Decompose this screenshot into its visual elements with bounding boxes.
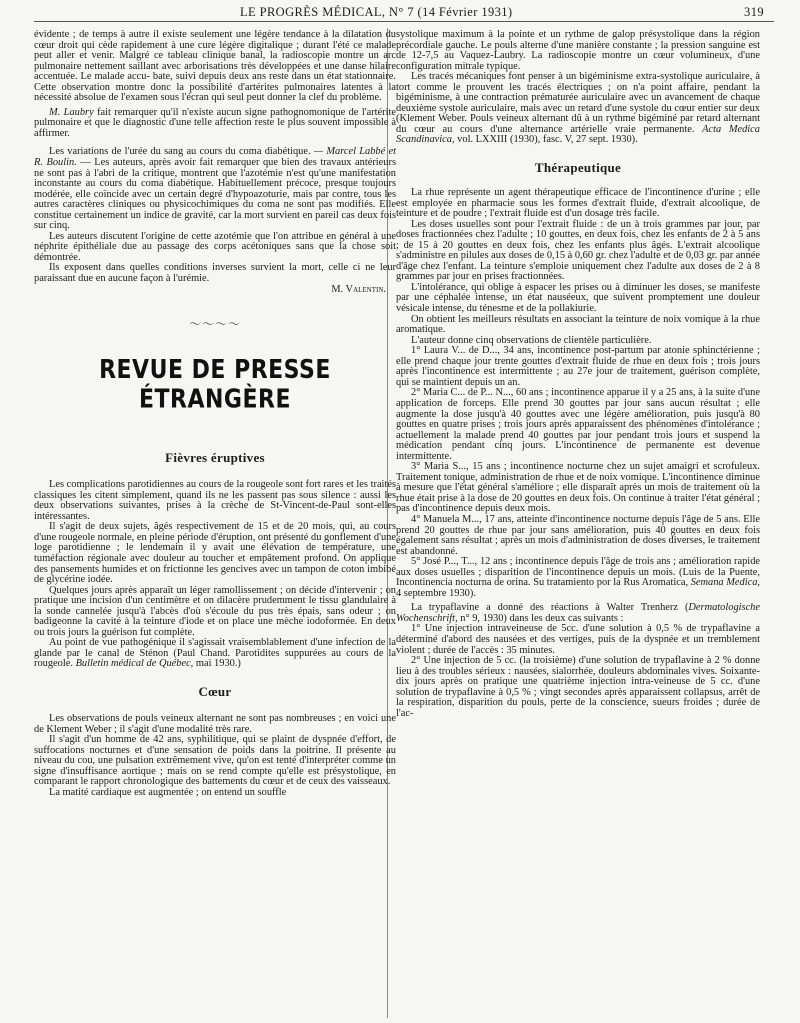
- subsection-heading: Thérapeutique: [534, 160, 622, 176]
- paragraph: L'intolérance, qui oblige à espacer les prises ou à diminuer les doses, se manifeste par une céphalée intense, un état nauséeux, que suivent promptement une douleur vésicale intense, du ténesme et de la pollakiurie.: [396, 281, 760, 315]
- paragraph: Il s'agit d'un homme de 42 ans, syphilitique, qui se plaint de dyspnée d'effort, de suffocations nocturnes et d'une sensation de poids dans la poitrine. Il présente au niveau du cou, une pulsation extrêmement vive, qu'on est tenté d'interpréter comme un signe d'insuffisance aortique ; mais on se rend compte qu'elle est présystolique, en comparant le rapport chronologique des battements du cœur et de ceux des vaisseaux.: [34, 734, 396, 788]
- page-number: 319: [744, 5, 764, 19]
- source-citation: Acta Medica Scandinavica,: [396, 123, 760, 146]
- source-citation: Semana Medica,: [690, 577, 761, 589]
- article-authors: — Marcel Labbé et R. Boulin.: [34, 146, 396, 169]
- paragraph: évidente ; de temps à autre il existe seulement une légère tendance à la dilatation du cœur droit qui cède rapidement à une cure légère digitalique ; durant l'été ce malade peut aller et venir. Malgré ce tableau clinique banal, la radioscopie montre un arc pulmonaire nettement saillant avec arborisations très développées et une danse hilaire accentuée. Le malade accu- bate, suivi depuis deux ans reste dans un état stationnaire. Cette observation montre donc la possibilité d'artérites pulmonaires latentes à la nécessité absolue de l'examen sous l'écran qui seul peut donner la clef du problème.: [34, 29, 396, 104]
- paragraph: Les tracés mécaniques font penser à un bigéminisme extra-systolique auriculaire, à tort comme le prouvent les tracés électriques ; on n'a point affaire, pendant la bigéminisme, à une contraction prématurée auriculaire avec un avancement de chaque deuxième systole auriculaire, mais avec un retard d'une systole du cœur entier sur deux (Klement Weber. Pouls veineux alternant dû à un rythme bigéminé par retard alternant du cœur au cours d'une alternance artérielle vraie permanente. Acta Medica Scandinavica, vol. LXXIII (1930), fasc. V, 27 sept. 1930).: [396, 71, 760, 146]
- paragraph: L'auteur donne cinq observations de clientèle particulière.: [411, 334, 652, 346]
- paragraph: On obtient les meilleurs résultats en associant la teinture de noix vomique à la rhue aromatique.: [396, 313, 760, 336]
- case-paragraph: 5° José P..., T..., 12 ans ; incontinence depuis l'âge de trois ans ; amélioration rapide aux doses usuelles ; disparition de l'incontinence depuis un mois. (Luis de la Puente, Incontinencia nocturna de orina. Su tratamiento por la Rus Aromatica, Semana Medica, 4 septembre 1930).: [396, 556, 761, 599]
- article-title: Les variations de l'urée du sang au cours du coma diabétique.: [49, 146, 311, 158]
- paragraph: M. Laubry fait remarquer qu'il n'existe aucun signe pathognomonique de l'artérite pulmonaire et que le diagnostic d'une telle affection reste le plus souvent impossible à affirmer.: [34, 106, 396, 139]
- header-rule: [34, 21, 774, 22]
- case-paragraph: 2° Une injection de 5 cc. (la troisième) d'une solution de trypaflavine à 2 % donne lieu à des troubles sérieux : nausées, sialorrhée, douleurs abdominales vives. Soixante-dix jours après on pratique une quatrième injection intra-veineuse de 5 cc. d'une solution de trypaflavine à 0,5 % ; vingt secondes après apparaissent collapsus, arrêt de la respiration, disparition du pouls, perte de la conscience, sueurs froides ; durée de l'ac-: [396, 655, 760, 719]
- article-paragraph: Les complications parotidiennes au cours de la rougeole sont fort rares et les traités classiques les citent simplement, quand ils ne les passent pas sous silence : aussi les deux observations suivantes, prises à la crèche de St-Vincent-de-Paul sont-elles intéressantes.: [34, 479, 396, 522]
- case-paragraph: 2° Maria C... de P... N..., 60 ans ; incontinence apparue il y a 25 ans, à la suite d'une application de forceps. Elle prend 30 gouttes par jour sans aucun résultat ; elle augmente la dose jusqu'à 40 gouttes avec une légère amélioration, puis jusqu'à 80 gouttes en quatre prises ; trois jours après apparaissent des phénomènes d'intolérance ; actuellement la malade prend 40 gouttes par jour pendant trois jours et suspend la médication pendant cinq jours. L'incontinence de permanente est devenue intermittente.: [396, 387, 760, 462]
- case-paragraph: 1° Une injection intraveineuse de 5cc. d'une solution à 0,5 % de trypaflavine a déterminé d'abord des nausées et des vertiges, puis de la dyspnée et un tremblement violent ; durée de l'accès : 35 minutes.: [396, 623, 760, 656]
- case-paragraph: 1° Laura V... de D..., 34 ans, incontinence post-partum par atonie sphinctérienne ; elle prend chaque jour trente gouttes d'extrait fluide de rhue en deux fois ; trois jours après l'incontinence est intermittente ; au 27e jour de traitement, guérison complète, qui se maintient depuis un an.: [396, 345, 760, 388]
- source-citation: Bulletin médical de Québec,: [75, 658, 194, 670]
- paragraph: La trypaflavine a donné des réactions à Walter Trenherz (Dermatologische Wochenschrift, n° 9, 1930) dans les deux cas suivants :: [396, 602, 760, 624]
- paragraph: Les doses usuelles sont pour l'extrait fluide : de un à trois grammes par jour, par doses fractionnées chez l'adulte ; 10 gouttes, en deux fois, chez les enfants de 2 à 5 ans ; de 15 à 20 gouttes en deux fois, chez les enfants plus âgés. L'extrait alcoolique s'administre en pilules aux doses de 0,15 à 0,60 gr. chez l'adulte et de 0,03 gr. par année d'âge chez l'enfant. La teinture s'emploie uniquement chez l'adulte aux doses de 2 à 8 grammes par jour en prises fractionnées.: [396, 218, 760, 283]
- section-title: REVUE DE PRESSE ÉTRANGÈRE: [99, 355, 331, 415]
- paragraph: Ils exposent dans quelles conditions inverses survient la mort, celle ci ne leur paraissant due en aucune façon à l'urémie.: [34, 262, 396, 285]
- author-name: M. Laubry: [49, 106, 94, 118]
- left-column: [34, 30, 396, 798]
- article-paragraph: Les variations de l'urée du sang au cours du coma diabétique. — Marcel Labbé et R. Boulin. — Les auteurs, après avoir fait remarquer que bien des travaux antérieurs ne sont pas à l'abri de la critique, montrent que l'azotémie n'est qu'une manifestation inconstante au cours du coma diabétique. Habituellement précoce, presque toujours modérée, elle coïncide avec un certain degré d'hypoazoturie, mais par contre, tous les autres caractères cliniques ou physicochimiques du coma ne sont pas modifiés. Elle constitue certainement un indice de gravité, car la mort survient en pareil cas deux fois sur cinq.: [34, 146, 396, 232]
- right-column: [396, 30, 760, 719]
- signature: M. Valentin.: [331, 283, 386, 295]
- paragraph: Au point de vue pathogénique il s'agissait vraisemblablement d'une infection de la glande par le canal de Sténon (Paul Chand. Parotidites suppurées au cours de la rougeole. Bulletin médical de Québec, mai 1930.): [34, 637, 396, 670]
- paragraph: Les auteurs discutent l'origine de cette azotémie que l'on attribue en général à une néphrite épithéliale due au passage des corps acétoniques sans que la chose soit démontrée.: [34, 230, 396, 263]
- case-paragraph: 4° Manuela M..., 17 ans, atteinte d'incontinence nocturne depuis l'âge de 5 ans. Elle prend 20 gouttes de rhue par jour sans amélioration, puis 40 gouttes en deux fois également sans résultat ; après un mois d'administration de doses diverses, le traitement est abandonné.: [396, 513, 761, 557]
- paragraph: systolique maximum à la pointe et un rythme de galop présystolique dans la région précordiale gauche. Le pouls alterne d'une manière constante ; la pression sanguine est de 12-7,5 au Vaquez-Laubry. La radioscopie montre un cœur volumineux, d'une configuration mitrale typique.: [396, 29, 760, 72]
- paragraph: Il s'agit de deux sujets, âgés respectivement de 15 et de 20 mois, qui, au cours d'une rougeole normale, en pleine période d'éruption, ont présenté du gonflement d'une loge parotidienne ; le lendemain il y avait une élévation de température, une tuméfaction régionale avec douleur au toucher et empâtement profond. On applique des pansements humides et on frictionne les gencives avec un tampon de coton imbibé de glycérine iodée.: [34, 521, 396, 586]
- article-title: Les observations de pouls veineux alternant: [49, 712, 234, 724]
- running-title: LE PROGRÈS MÉDICAL, N° 7 (14 Février 1931): [240, 5, 513, 19]
- article-paragraph: Les observations de pouls veineux alternant ne sont pas nombreuses ; en voici une de Klement Weber ; il s'agit d'une modalité très rare.: [34, 712, 396, 735]
- running-header: [34, 3, 770, 21]
- paragraph: La rhue représente un agent thérapeutique efficace de l'incontinence d'urine ; elle est employée en pharmacie sous les formes d'extrait fluide, d'extrait alcoolique, de teinture et de poudre ; l'extrait fluide est d'un dosage très facile.: [396, 187, 760, 220]
- ornament-divider: 〜〜〜〜: [188, 317, 241, 332]
- paragraph: Quelques jours après apparaît un léger ramollissement ; on décide d'intervenir ; on pratique une incision d'un centimètre et on dilacère prudemment le tissu glandulaire à la sonde cannelée jusqu'à l'abcès d'où s'écoule du pus très épais, sans odeur ; on badigeonne la cavité à la teinture d'iode et on place une mèche iodoformée. En deux ou trois jours la guérison fut complète.: [34, 584, 396, 638]
- article-title: Les complications parotidiennes au cours de la rougeole: [49, 479, 283, 491]
- paragraph: La matité cardiaque est augmentée ; on entend un souffle: [49, 786, 287, 798]
- subsection-heading: Cœur: [198, 683, 232, 699]
- source-citation: Dermatologische Wochenschrift,: [396, 602, 760, 624]
- subsection-heading: Fièvres éruptives: [165, 450, 265, 466]
- case-paragraph: 3° Maria S..., 15 ans ; incontinence nocturne chez un sujet amaigri et scrofuleux. Traitement tonique, administration de rhue et de noix vomique. L'incontinence diminue à mesure que l'état général s'améliore ; elle disparaît après un mois de traitement où la rhue était prise à la dose de 20 gouttes en deux fois. On continue à traiter l'état général ; pas d'incontinence depuis deux mois.: [396, 461, 760, 515]
